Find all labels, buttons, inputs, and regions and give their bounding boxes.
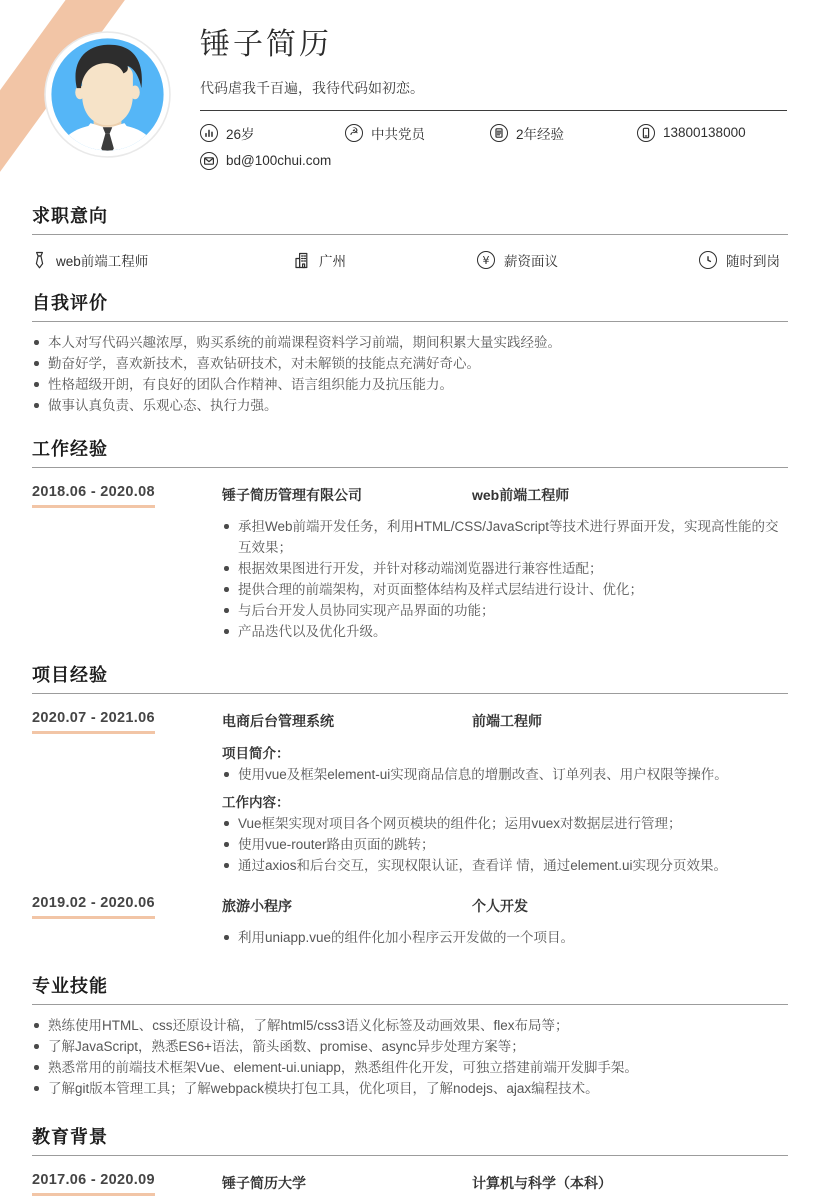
avatar xyxy=(44,31,171,158)
work-detail-list xyxy=(222,516,788,642)
list-item: 勤奋好学，喜欢新技术，喜欢钻研技术，对未解锁的技能点充满好奇心。 xyxy=(32,353,788,374)
list-item: 提供合理的前端架构，对页面整体结构及样式层结进行设计、优化； xyxy=(222,579,788,600)
education-period-cell xyxy=(32,1171,222,1196)
list-item: 使用vue-router路由页面的跳转； xyxy=(222,834,788,855)
tie-icon xyxy=(32,251,47,270)
work-period: 2018.06 - 2020.08 xyxy=(32,484,155,508)
project-intro-list xyxy=(222,764,788,785)
work-role: web前端工程师 xyxy=(472,487,570,503)
phone-icon xyxy=(637,124,655,142)
education-period: 2017.06 - 2020.09 xyxy=(32,1172,155,1196)
list-item: 做事认真负责、乐观心态、执行力强。 xyxy=(32,395,788,416)
work-experience-title: 工作经验 xyxy=(32,435,788,468)
section-project-experience xyxy=(32,661,788,948)
list-item: 了解git版本管理工具；了解webpack模块打包工具，优化项目，了解nodejs、ajax编程技术。 xyxy=(32,1078,788,1099)
project-role: 个人开发 xyxy=(472,898,528,914)
project-role: 前端工程师 xyxy=(472,713,542,729)
building-icon xyxy=(294,252,310,269)
info-experience-value: 2年经验 xyxy=(516,126,565,142)
work-details xyxy=(222,508,788,642)
list-item: 利用uniapp.vue的组件化加小程序云开发做的一个项目。 xyxy=(222,927,788,948)
job-intention-title: 求职意向 xyxy=(32,202,788,235)
clock-icon xyxy=(699,251,717,269)
info-item-email xyxy=(200,152,345,170)
intent-availability-value: 随时到岗 xyxy=(726,254,780,269)
intent-item-position xyxy=(32,250,294,270)
salary-icon: ¥ xyxy=(477,251,495,269)
skills-title: 专业技能 xyxy=(32,972,788,1005)
info-email-value: bd@100chui.com xyxy=(226,153,332,168)
info-item-experience xyxy=(490,123,637,143)
list-item: 熟练使用HTML、css还原设计稿，了解html5/css3语义化标签及动画效果、flex布局等； xyxy=(32,1015,788,1036)
info-political-value: 中共党员 xyxy=(371,126,425,142)
list-item: 本人对写代码兴趣浓厚，购买系统的前端课程资料学习前端，期间积累大量实践经验。 xyxy=(32,332,788,353)
project-period: 2019.02 - 2020.06 xyxy=(32,895,155,919)
project-details xyxy=(222,919,788,948)
education-entry xyxy=(32,1171,788,1196)
header-divider xyxy=(200,110,787,111)
info-age-value: 26岁 xyxy=(226,126,255,142)
project-experience-title: 项目经验 xyxy=(32,661,788,694)
section-work-experience xyxy=(32,435,788,642)
intent-salary-value: 薪资面议 xyxy=(504,254,558,269)
education-school: 锤子简历大学 xyxy=(222,1175,306,1191)
page-title: 锤子简历 xyxy=(200,28,332,61)
section-skills xyxy=(32,972,788,1099)
intent-item-salary xyxy=(477,250,699,270)
project-name: 电商后台管理系统 xyxy=(222,713,334,729)
list-item: 通过axios和后台交互，实现权限认证，查看详 情，通过element.ui实现分页效果。 xyxy=(222,855,788,876)
project-period-cell xyxy=(32,894,222,919)
self-evaluation-title: 自我评价 xyxy=(32,289,788,322)
work-entry xyxy=(32,483,788,642)
email-icon xyxy=(200,152,218,170)
work-company: 锤子简历管理有限公司 xyxy=(222,487,362,503)
basic-info xyxy=(200,123,787,170)
info-item-phone xyxy=(637,123,787,143)
intent-position-value: web前端工程师 xyxy=(56,254,149,269)
list-item: 使用vue及框架element-ui实现商品信息的增删改查、订单列表、用户权限等操作。 xyxy=(222,764,788,785)
project-entry xyxy=(32,709,788,876)
list-item: 熟悉常用的前端技术框架Vue、element-ui.uniapp，熟悉组件化开发，可独立搭建前端开发脚手架。 xyxy=(32,1057,788,1078)
section-job-intention xyxy=(32,202,788,270)
party-member-icon: ☭ xyxy=(345,124,363,142)
project-detail-list xyxy=(222,927,788,948)
project-work-list xyxy=(222,813,788,876)
work-period-cell xyxy=(32,483,222,508)
list-item: 性格超级开朗，有良好的团队合作精神、语言组织能力及抗压能力。 xyxy=(32,374,788,395)
intent-item-city xyxy=(294,250,477,270)
project-name: 旅游小程序 xyxy=(222,898,292,914)
info-phone-value: 13800138000 xyxy=(663,125,746,140)
list-item: 了解JavaScript，熟悉ES6+语法，箭头函数、promise、async异步处理方案等； xyxy=(32,1036,788,1057)
project-details xyxy=(222,734,788,876)
list-item: 承担Web前端开发任务，利用HTML/CSS/JavaScript等技术进行界面开发，实现高性能的交互效果； xyxy=(222,516,788,558)
list-item: Vue框架实现对项目各个网页模块的组件化；运用vuex对数据层进行管理； xyxy=(222,813,788,834)
info-item-age xyxy=(200,123,345,143)
education-title: 教育背景 xyxy=(32,1123,788,1156)
info-item-political-status xyxy=(345,123,490,143)
self-evaluation-list xyxy=(32,332,788,416)
intent-city-value: 广州 xyxy=(319,254,346,269)
education-major: 计算机与科学（本科） xyxy=(472,1175,612,1191)
intent-item-availability xyxy=(699,250,788,270)
resume-body xyxy=(32,202,788,1196)
project-period-cell xyxy=(32,709,222,734)
project-work-label: 工作内容： xyxy=(222,795,290,810)
header xyxy=(0,0,820,202)
skills-list xyxy=(32,1015,788,1099)
list-item: 根据效果图进行开发，并针对移动端浏览器进行兼容性适配； xyxy=(222,558,788,579)
job-intention-row xyxy=(32,250,788,270)
project-entry xyxy=(32,894,788,948)
motto: 代码虐我千百遍，我待代码如初恋。 xyxy=(200,79,424,96)
list-item: 产品迭代以及优化升级。 xyxy=(222,621,788,642)
project-intro-label: 项目简介： xyxy=(222,746,290,761)
age-icon xyxy=(200,124,218,142)
section-self-evaluation xyxy=(32,289,788,416)
experience-icon xyxy=(490,124,508,142)
list-item: 与后台开发人员协同实现产品界面的功能； xyxy=(222,600,788,621)
project-period: 2020.07 - 2021.06 xyxy=(32,710,155,734)
